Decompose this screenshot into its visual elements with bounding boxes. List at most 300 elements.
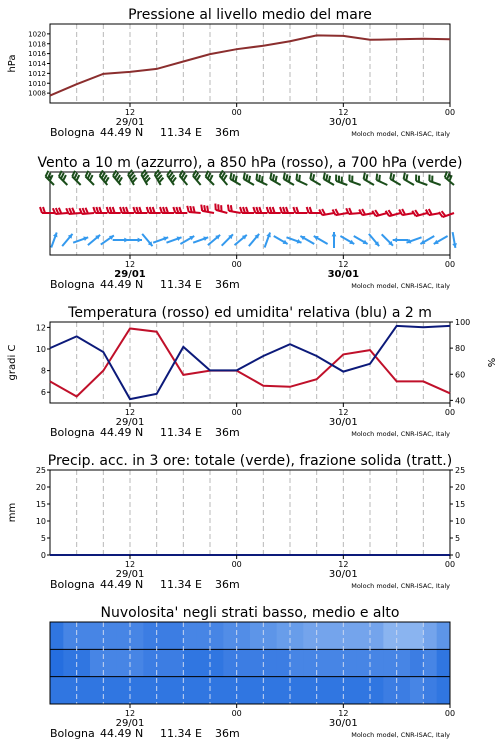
- cloud-cell: [90, 677, 104, 704]
- cloud-cell: [63, 649, 77, 676]
- wind-arrow: [452, 232, 457, 248]
- wind-arrow: [406, 237, 421, 243]
- date-label: 29/01: [115, 417, 145, 428]
- cloud-cell: [117, 649, 131, 676]
- wind-barb: [133, 207, 147, 213]
- wind-barb-flag: [326, 174, 327, 180]
- cloud-cell: [90, 622, 104, 649]
- wind-barb: [220, 170, 228, 185]
- cloud-cell: [423, 622, 437, 649]
- cloud-cell: [103, 677, 117, 704]
- cloud-cell: [50, 622, 64, 649]
- cloud-cell: [343, 677, 357, 704]
- cloud-cell: [77, 622, 91, 649]
- wind-barb-flag: [63, 175, 66, 181]
- cloud-cell: [437, 622, 451, 649]
- y-axis-label-right: %: [485, 357, 496, 368]
- cloud-cell: [370, 649, 384, 676]
- x-tick-label: 12: [338, 108, 349, 117]
- wind-barb-flag: [329, 176, 330, 182]
- wind-barb: [296, 174, 307, 185]
- wind-barb: [100, 170, 109, 185]
- wind-barb-flag: [310, 173, 311, 179]
- cloud-layer-medio: [50, 649, 451, 676]
- wind-barb-flag: [228, 205, 229, 211]
- cloud-cell: [397, 649, 411, 676]
- y-right-tick-label: 0: [455, 551, 461, 560]
- y-tick-label: 1012: [28, 69, 46, 78]
- x-tick-label: 00: [444, 560, 456, 569]
- x-tick-label: 12: [338, 709, 349, 718]
- cloud-cell: [317, 622, 331, 649]
- wind-arrow: [249, 234, 259, 246]
- location-city: Bologna: [50, 278, 95, 291]
- wind-arrow: [274, 236, 288, 244]
- y-axis-label: hPa: [7, 54, 18, 73]
- wind-arrow-head: [393, 238, 397, 243]
- y-tick-label: 8: [40, 366, 46, 376]
- wind-barb: [333, 209, 348, 215]
- wind-barb-flag: [404, 173, 405, 179]
- cloud-cell: [343, 622, 357, 649]
- wind-barb-flag: [296, 174, 297, 180]
- model-credit: Moloch model, CNR-ISAC, Italy: [351, 731, 450, 739]
- cloud-cell: [437, 677, 451, 704]
- cloud-cell: [117, 622, 131, 649]
- cloud-cell: [250, 622, 264, 649]
- cloud-cover-chart: [50, 605, 455, 740]
- wind-arrow: [88, 235, 100, 245]
- x-tick-label: 00: [231, 560, 242, 569]
- y-tick-label: 5: [40, 534, 46, 543]
- wind-barb-flag: [259, 175, 260, 181]
- wind-barb: [107, 207, 121, 213]
- wind-barb: [267, 207, 281, 213]
- x-tick-label: 00: [444, 108, 456, 117]
- wind-arrow: [300, 236, 314, 244]
- wind-barb: [256, 174, 267, 185]
- wind-barb: [53, 208, 67, 214]
- wind-arrow: [180, 236, 194, 244]
- wind-barb: [386, 210, 401, 216]
- cloud-cell: [210, 649, 224, 676]
- location-city: Bologna: [50, 426, 95, 439]
- cloud-cell: [50, 677, 64, 704]
- cloud-cell: [330, 677, 344, 704]
- wind-arrow-head: [332, 232, 337, 236]
- wind-barb: [228, 205, 241, 213]
- y-tick-label: 6: [40, 388, 46, 398]
- wind-barb-flag: [379, 175, 380, 181]
- x-tick-label: 00: [231, 260, 242, 269]
- wind-barb-shaft: [364, 179, 374, 185]
- cloud-cell: [210, 677, 224, 704]
- wind-barb-flag: [69, 208, 72, 214]
- wind-chart: [37, 155, 462, 291]
- cloud-cell: [277, 677, 291, 704]
- wind-barb-flag: [364, 173, 365, 179]
- cloud-cell: [410, 677, 424, 704]
- location-lon: 11.34 E: [160, 727, 202, 740]
- wind-barb-flag: [447, 173, 449, 179]
- wind-barb: [215, 204, 227, 213]
- wind-barb: [445, 171, 454, 185]
- cloud-cell: [383, 677, 397, 704]
- wind-barb: [429, 175, 440, 185]
- wind-barb-flag: [90, 175, 93, 181]
- cloud-cell: [103, 649, 117, 676]
- location-lon: 11.34 E: [160, 578, 202, 591]
- x-tick-label: 12: [124, 408, 136, 417]
- wind-barb-flag: [270, 173, 271, 179]
- cloud-cell: [370, 677, 384, 704]
- cloud-cell: [437, 649, 451, 676]
- wind-barb-shaft: [416, 181, 427, 185]
- wind-barb: [359, 209, 374, 215]
- x-tick-label: 12: [124, 709, 136, 718]
- wind-barb: [390, 173, 400, 185]
- wind-arrow: [73, 237, 88, 243]
- wind-barb-flag: [208, 173, 211, 179]
- y-tick-label: 1016: [28, 50, 46, 59]
- date-label: 30/01: [327, 269, 360, 280]
- cloud-cell: [223, 677, 237, 704]
- y-tick-label: 20: [35, 483, 46, 492]
- location-lat: 44.49 N: [100, 278, 144, 291]
- wind-barb: [244, 173, 254, 185]
- wind-barb-flag: [231, 205, 232, 211]
- cloud-cell: [303, 622, 317, 649]
- x-tick-label: 12: [338, 260, 349, 269]
- cloud-cell: [170, 677, 184, 704]
- cloud-cell: [223, 649, 237, 676]
- wind-barb-shaft: [86, 177, 94, 185]
- wind-barb-flag: [74, 173, 77, 179]
- location-lat: 44.49 N: [100, 126, 144, 139]
- chart-title: Vento a 10 m (azzurro), a 850 hPa (rosso), a 700 hPa (verde): [37, 155, 463, 171]
- wind-barb: [280, 207, 294, 213]
- chart-title: Nuvolosita' negli strati basso, medio e alto: [100, 605, 400, 621]
- wind-barb-flag: [40, 207, 42, 213]
- location-lon: 11.34 E: [160, 278, 202, 291]
- cloud-cell: [397, 677, 411, 704]
- location-lon: 11.34 E: [160, 126, 202, 139]
- wind-barb-flag: [289, 176, 290, 182]
- wind-barb-shaft: [376, 180, 387, 185]
- wind-barb-flag: [46, 171, 49, 177]
- model-credit: Moloch model, CNR-ISAC, Italy: [351, 582, 450, 590]
- date-label: 30/01: [328, 569, 358, 580]
- cloud-cell: [250, 677, 264, 704]
- wind-barb: [253, 207, 267, 213]
- cloud-cell: [90, 649, 104, 676]
- wind-barb: [86, 171, 94, 185]
- cloud-cell: [157, 649, 171, 676]
- wind-barb: [293, 207, 307, 213]
- cloud-cell: [410, 622, 424, 649]
- cloud-cell: [143, 677, 157, 704]
- y-right-tick-label: 40: [455, 396, 466, 406]
- y-right-tick-label: 80: [455, 344, 466, 354]
- y-tick-label: 1008: [28, 89, 46, 98]
- wind-barb-shaft: [429, 181, 440, 185]
- cloud-cell: [183, 622, 197, 649]
- pressure-line: [50, 35, 450, 95]
- wind-barb-flag: [275, 176, 276, 182]
- temperature-humidity-chart: [7, 305, 496, 439]
- wind-barb: [416, 175, 427, 185]
- date-label: 30/01: [328, 117, 358, 128]
- y-axis-label: gradi C: [7, 344, 18, 381]
- wind-barb: [349, 175, 360, 185]
- chart-title: Pressione al livello medio del mare: [128, 7, 372, 23]
- wind-barb-shaft: [349, 181, 360, 185]
- wind-barb-flag: [86, 208, 89, 214]
- cloud-cell: [63, 677, 77, 704]
- wind-barb: [346, 208, 360, 214]
- cloud-cell: [330, 649, 344, 676]
- cloud-cell: [183, 677, 197, 704]
- wind-barb: [270, 173, 280, 185]
- cloud-cell: [237, 622, 251, 649]
- wind-arrow: [382, 234, 393, 245]
- wind-barb: [93, 207, 107, 213]
- wind-barb: [80, 208, 94, 214]
- wind-barb: [240, 207, 254, 213]
- cloud-cell: [263, 649, 277, 676]
- wind-barb-flag: [59, 208, 62, 214]
- cloud-cell: [103, 622, 117, 649]
- y-tick-label: 1010: [28, 79, 46, 88]
- wind-barb-shaft: [229, 211, 241, 213]
- x-tick-label: 00: [231, 108, 242, 117]
- cloud-cell: [303, 649, 317, 676]
- cloud-cell: [77, 677, 91, 704]
- cloud-cell: [197, 649, 211, 676]
- cloud-cell: [410, 649, 424, 676]
- location-city: Bologna: [50, 126, 95, 139]
- wind-barb-flag: [235, 176, 236, 182]
- precipitation-chart: [7, 453, 465, 591]
- wind-arrow: [222, 234, 233, 245]
- chart-title: Precip. acc. in 3 ore: totale (verde), frazione solida (tratt.): [47, 453, 453, 469]
- wind-barb: [324, 173, 334, 185]
- cloud-cell: [357, 649, 371, 676]
- wind-arrow: [393, 238, 409, 243]
- cloud-cell: [170, 649, 184, 676]
- location-elevation: 36m: [215, 727, 240, 740]
- y-tick-label: 1014: [28, 60, 46, 68]
- wind-barb-flag: [262, 176, 263, 182]
- y-tick-label: 0: [40, 551, 46, 560]
- y-right-tick-label: 25: [455, 466, 466, 475]
- y-tick-label: 12: [35, 323, 46, 333]
- wind-arrow: [62, 234, 72, 246]
- location-lat: 44.49 N: [100, 578, 144, 591]
- x-tick-label: 12: [338, 408, 349, 417]
- wind-arrow: [354, 236, 368, 244]
- wind-barb: [310, 173, 320, 185]
- wind-barb: [412, 210, 427, 216]
- wind-arrow: [434, 236, 448, 244]
- cloud-cell: [50, 649, 64, 676]
- cloud-cell: [130, 622, 144, 649]
- cloud-cell: [290, 622, 304, 649]
- cloud-cell: [237, 677, 251, 704]
- wind-arrow: [101, 235, 114, 244]
- wind-barb: [230, 173, 240, 185]
- model-credit: Moloch model, CNR-ISAC, Italy: [351, 282, 450, 290]
- cloud-cell: [397, 622, 411, 649]
- wind-barb: [376, 174, 387, 185]
- date-label: 30/01: [328, 718, 358, 729]
- y-right-tick-label: 20: [455, 483, 466, 492]
- wind-barb-shaft: [404, 179, 414, 185]
- y-right-tick-label: 100: [455, 318, 471, 327]
- location-lat: 44.49 N: [100, 426, 144, 439]
- cloud-cell: [130, 677, 144, 704]
- wind-barb: [336, 175, 347, 185]
- wind-barb-flag: [204, 205, 205, 211]
- y-tick-label: 15: [35, 500, 46, 509]
- wind-barb-flag: [201, 205, 202, 211]
- model-credit: Moloch model, CNR-ISAC, Italy: [351, 130, 450, 138]
- wind-barb: [113, 170, 122, 185]
- y-right-tick-label: 60: [455, 370, 466, 380]
- wind-barb: [40, 207, 54, 213]
- plot-frame: [50, 470, 450, 555]
- cloud-cell: [223, 622, 237, 649]
- cloud-cell: [423, 649, 437, 676]
- y-tick-label: 10: [35, 345, 46, 354]
- wind-barb: [160, 207, 174, 213]
- location-elevation: 36m: [215, 278, 240, 291]
- cloud-cell: [357, 677, 371, 704]
- cloud-cell: [263, 622, 277, 649]
- x-tick-label: 00: [444, 709, 456, 718]
- cloud-cell: [157, 677, 171, 704]
- wind-barb: [187, 206, 200, 213]
- wind-barb-flag: [299, 175, 300, 181]
- cloud-cell: [383, 649, 397, 676]
- wind-barb-flag: [324, 173, 325, 179]
- wind-barb-flag: [393, 174, 394, 180]
- cloud-cell: [277, 649, 291, 676]
- wind-barb: [284, 173, 294, 185]
- wind-barb: [399, 209, 414, 215]
- wind-arrow: [51, 232, 57, 247]
- cloud-cell: [143, 622, 157, 649]
- wind-row-10-m: [51, 232, 457, 248]
- wind-barb-flag: [256, 174, 257, 180]
- x-tick-label: 12: [124, 108, 136, 117]
- wind-arrow: [340, 236, 354, 244]
- cloud-cell: [423, 677, 437, 704]
- location-elevation: 36m: [215, 578, 240, 591]
- model-credit: Moloch model, CNR-ISAC, Italy: [351, 430, 450, 438]
- wind-barb: [426, 209, 441, 215]
- wind-row-850-hPa: [40, 204, 454, 218]
- date-label: 29/01: [114, 269, 146, 280]
- y-tick-label: 1020: [28, 30, 46, 39]
- cloud-cell: [143, 649, 157, 676]
- plot-frame: [50, 24, 450, 103]
- wind-barb-flag: [249, 176, 250, 182]
- date-label: 29/01: [115, 117, 145, 128]
- wind-barb: [120, 207, 134, 213]
- wind-arrow: [193, 237, 208, 243]
- wind-barb: [201, 205, 214, 213]
- wind-barb-shaft: [296, 180, 307, 185]
- cloud-cell: [383, 622, 397, 649]
- cloud-cell: [263, 677, 277, 704]
- y-right-tick-label: 5: [455, 534, 461, 543]
- x-tick-label: 00: [444, 260, 456, 269]
- wind-barb-flag: [246, 174, 247, 180]
- wind-arrow: [332, 232, 337, 248]
- cloud-cell: [170, 622, 184, 649]
- y-axis-label: mm: [7, 502, 18, 523]
- cloud-cell: [290, 649, 304, 676]
- wind-barb-flag: [61, 173, 64, 179]
- wind-barb-flag: [284, 173, 285, 179]
- x-tick-label: 00: [231, 709, 242, 718]
- wind-barb-flag: [376, 174, 377, 180]
- wind-barb: [59, 171, 67, 185]
- wind-barb-flag: [273, 174, 274, 180]
- pressure-chart: [7, 7, 455, 139]
- chart-title: Temperatura (rosso) ed umidita' relativa (blu) a 2 m: [68, 305, 432, 321]
- cloud-cell: [303, 677, 317, 704]
- wind-barb: [439, 211, 454, 217]
- cloud-layer-basso: [50, 677, 451, 704]
- wind-arrow: [166, 237, 181, 243]
- wind-barb: [173, 207, 187, 213]
- wind-barb: [193, 170, 201, 185]
- y-tick-label: 25: [35, 466, 46, 475]
- date-label: 30/01: [328, 417, 358, 428]
- x-tick-label: 00: [231, 408, 242, 417]
- cloud-cell: [317, 649, 331, 676]
- wind-barb: [372, 210, 387, 216]
- cloud-cell: [63, 622, 77, 649]
- cloud-cell: [277, 622, 291, 649]
- cloud-cell: [343, 649, 357, 676]
- cloud-cell: [330, 622, 344, 649]
- date-label: 29/01: [115, 569, 145, 580]
- wind-arrow: [265, 232, 271, 247]
- location-lat: 44.49 N: [100, 727, 144, 740]
- cloud-cell: [157, 622, 171, 649]
- location-elevation: 36m: [215, 426, 240, 439]
- wind-arrow: [314, 236, 328, 244]
- cloud-cell: [370, 622, 384, 649]
- wind-barb: [404, 173, 414, 185]
- wind-arrow: [153, 237, 168, 243]
- cloud-layer-alto: [50, 622, 451, 649]
- location-city: Bologna: [50, 578, 95, 591]
- cloud-cell: [250, 649, 264, 676]
- x-tick-label: 12: [124, 260, 136, 269]
- wind-barb-flag: [83, 208, 86, 214]
- wind-barb: [364, 173, 374, 185]
- wind-barb: [66, 208, 80, 214]
- x-tick-label: 12: [124, 560, 136, 569]
- cloud-cell: [77, 649, 91, 676]
- wind-barb-flag: [56, 208, 59, 214]
- location-city: Bologna: [50, 727, 95, 740]
- humidity-line: [50, 326, 450, 399]
